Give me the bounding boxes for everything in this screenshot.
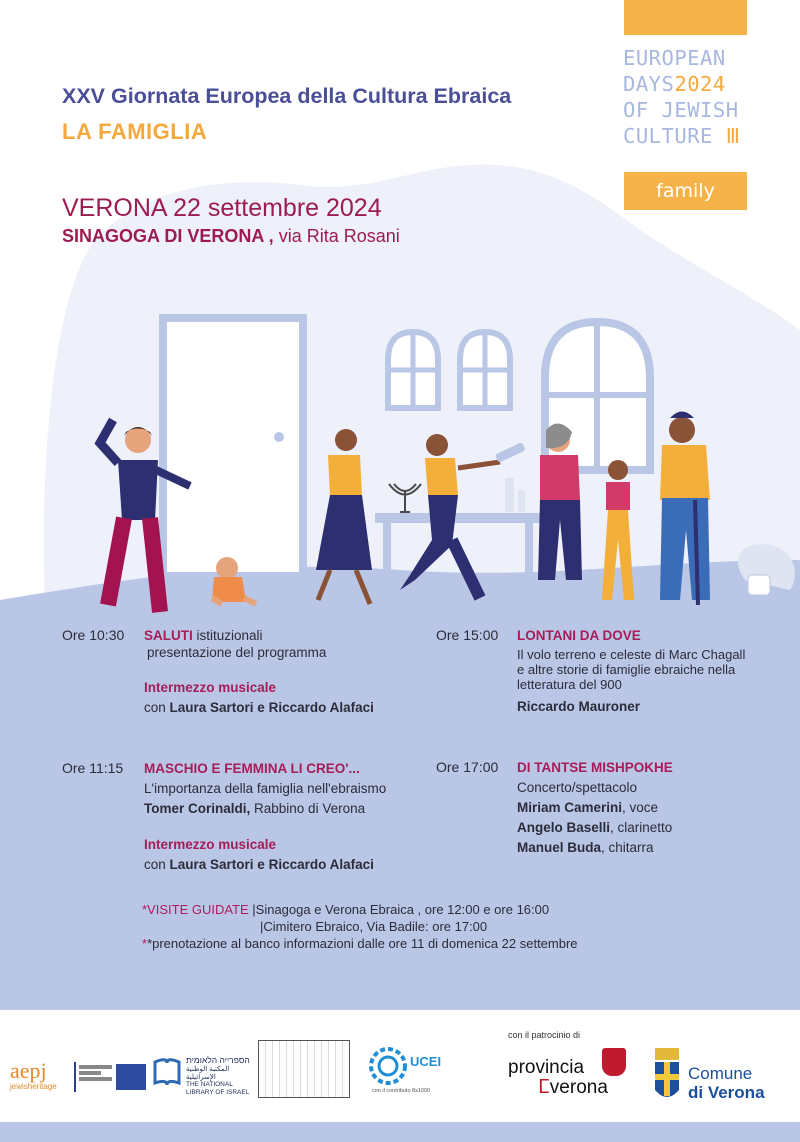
aepj-partner-text xyxy=(74,1062,112,1092)
comune-crest-icon xyxy=(652,1046,682,1104)
aepj-logo: aepj jewisheritage xyxy=(10,1058,57,1091)
logo-family-badge: family xyxy=(624,172,747,210)
session-di-tantse-mishpokhe: DI TANTSE MISHPOKHE Concerto/spettacolo Miriam Camerini, voce Angelo Baselli, clarinetto Manuel Buda, chitarra xyxy=(517,760,673,855)
session-maschio-femmina: MASCHIO E FEMMINA LI CREO'... L'importanza della famiglia nell'ebraismo Tomer Corinaldi, Rabbino di Verona Intermezzo musicale con Laura Sartori e Riccardo Alafaci xyxy=(144,761,387,872)
event-title: XXV Giornata Europea della Cultura Ebraica xyxy=(62,84,512,108)
comunita-ebraica-logo xyxy=(258,1040,350,1098)
event-venue: SINAGOGA DI VERONA , via Rita Rosani xyxy=(62,226,400,246)
logo-line-4: CULTURE Ⅲ xyxy=(623,124,741,148)
patronage-label: con il patrocinio di xyxy=(508,1030,581,1040)
edjc-logo xyxy=(623,45,753,149)
logo-line-2: DAYS2024 xyxy=(623,72,726,96)
time-1030: Ore 10:30 xyxy=(62,627,125,643)
provincia-crest-icon xyxy=(602,1048,626,1076)
time-1700: Ore 17:00 xyxy=(436,759,499,775)
ucei-logo: UCEI con il contributo 8x1000 xyxy=(368,1046,458,1096)
nli-book-icon xyxy=(152,1057,182,1089)
provincia-verona-logo: provincia ⵎverona xyxy=(508,1057,608,1098)
nli-logo-text: הספרייה הלאומית المكتبة الوطنية الإسرائيلية THE NATIONAL LIBRARY OF ISRAEL xyxy=(186,1055,250,1096)
time-1115: Ore 11:15 xyxy=(62,760,124,776)
table xyxy=(375,513,540,523)
event-theme: LA FAMIGLIA xyxy=(62,119,208,144)
logo-top-bar xyxy=(624,0,747,35)
bottle xyxy=(505,478,514,512)
visits-label: *VISITE GUIDATE xyxy=(142,902,249,917)
comune-verona-logo: Comune di Verona xyxy=(688,1064,765,1102)
menorah-icon: Ⅲ xyxy=(712,124,741,148)
session-saluti: SALUTI istituzionali presentazione del programma Intermezzo musicale con Laura Sartori e Riccardo Alafaci xyxy=(144,628,374,715)
footer-band xyxy=(0,1122,800,1142)
logo-line-1: EUROPEAN xyxy=(623,46,726,70)
session-lontani-da-dove: LONTANI DA DOVE Il volo terreno e celeste di Marc Chagall e altre storie di famiglie ebraiche nella letteratura del 900 Riccardo Mauroner xyxy=(517,628,746,714)
council-of-europe-logo xyxy=(116,1064,146,1090)
guided-visits: *VISITE GUIDATE |Sinagoga e Verona Ebraica , ore 12:00 e ore 16:00 |Cimitero Ebraico, Via Badile: ore 17:00 **prenotazione al banco informazioni dalle ore 11 di domenica 22 settembre xyxy=(142,902,578,951)
door xyxy=(163,318,303,576)
visits-booking: *prenotazione al banco informazioni dalle ore 11 di domenica 22 settembre xyxy=(147,936,578,951)
time-1500: Ore 15:00 xyxy=(436,627,499,643)
logo-line-3: OF JEWISH xyxy=(623,98,739,122)
event-date: VERONA 22 settembre 2024 xyxy=(62,194,382,222)
logo-year: 2024 xyxy=(674,72,726,96)
door-knob xyxy=(274,432,284,442)
